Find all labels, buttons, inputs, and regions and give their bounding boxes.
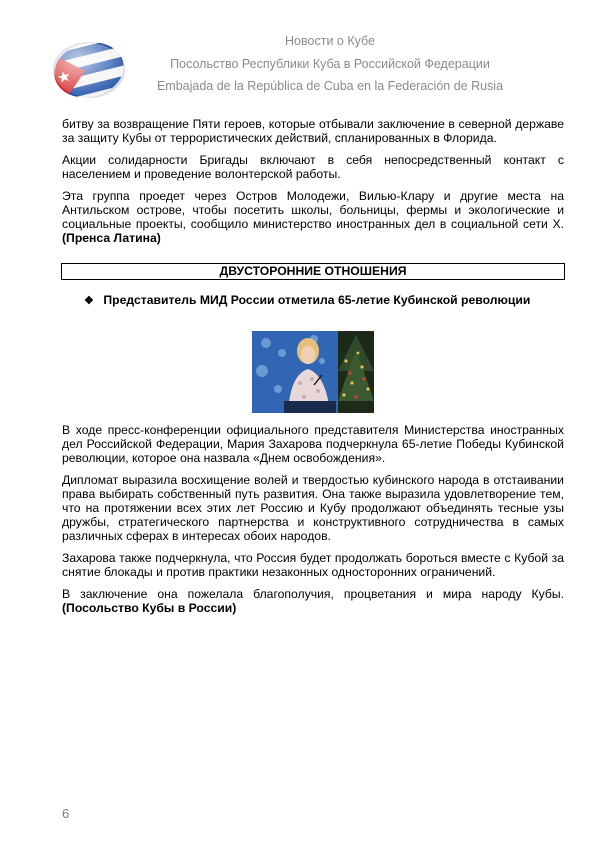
paragraph: Акции солидарности Бригады включают в себя непосредственный контакт с населением и проведение волонтерской работы. [62, 153, 564, 181]
paragraph-text: Эта группа проедет через Остров Молодежи, Вилью-Клару и другие места на Антильском острове, чтобы посетить школы, больницы, фермы и экологические и социальные проекты, сообщило министерство иностранных дел в социальной сети Х. [62, 189, 564, 231]
source-credit: (Пренса Латина) [62, 231, 161, 245]
cuba-flag-logo [51, 40, 127, 100]
source-credit: (Посольство Кубы в России) [62, 601, 237, 615]
section-header: ДВУСТОРОННИЕ ОТНОШЕНИЯ [61, 263, 565, 280]
paragraph: В ходе пресс-конференции официального представителя Министерства иностранных дел Российской Федерации, Мария Захарова подчеркнула 65-летие Победы Кубинской революции, которое она назвала «Днем освобождения». [62, 423, 564, 465]
article-title [84, 293, 554, 307]
page-number: 6 [62, 806, 70, 821]
article-title-text: Представитель МИД России отметила 65-летие Кубинской революции [103, 293, 531, 307]
header-embassy-ru: Посольство Республики Куба в Российской Федерации [170, 57, 490, 71]
paragraph-text: В заключение она пожелала благополучия, процветания и мира народу Кубы. [62, 587, 564, 601]
bottom-text-block [62, 423, 564, 615]
paragraph [62, 189, 564, 245]
press-conference-photo [252, 331, 374, 413]
paragraph: Дипломат выразила восхищение волей и твердостью кубинского народа в отстаивании права выбирать собственный путь развития. Она также выразила удовлетворение тем, что на протяжении всех этих лет Россию и Кубу продолжают объединять тесные узы дружбы, стратегического партнерства и конструктивного сотрудничества в самых различных сферах в интересах обоих народов. [62, 473, 564, 543]
paragraph: Захарова также подчеркнула, что Россия будет продолжать бороться вместе с Кубой за снятие блокады и против практики незаконных односторонних ограничений. [62, 551, 564, 579]
paragraph: битву за возвращение Пяти героев, которые отбывали заключение в северной державе за защиту Кубы от террористических действий, спланированных в Флорида. [62, 117, 564, 145]
top-text-block [62, 117, 564, 245]
header-embassy-es: Embajada de la República de Cuba en la Federación de Rusia [156, 79, 504, 93]
paragraph [62, 587, 564, 615]
bullet-diamond-icon: ❖ [84, 295, 94, 307]
header-title: Новости о Кубе [285, 34, 375, 48]
